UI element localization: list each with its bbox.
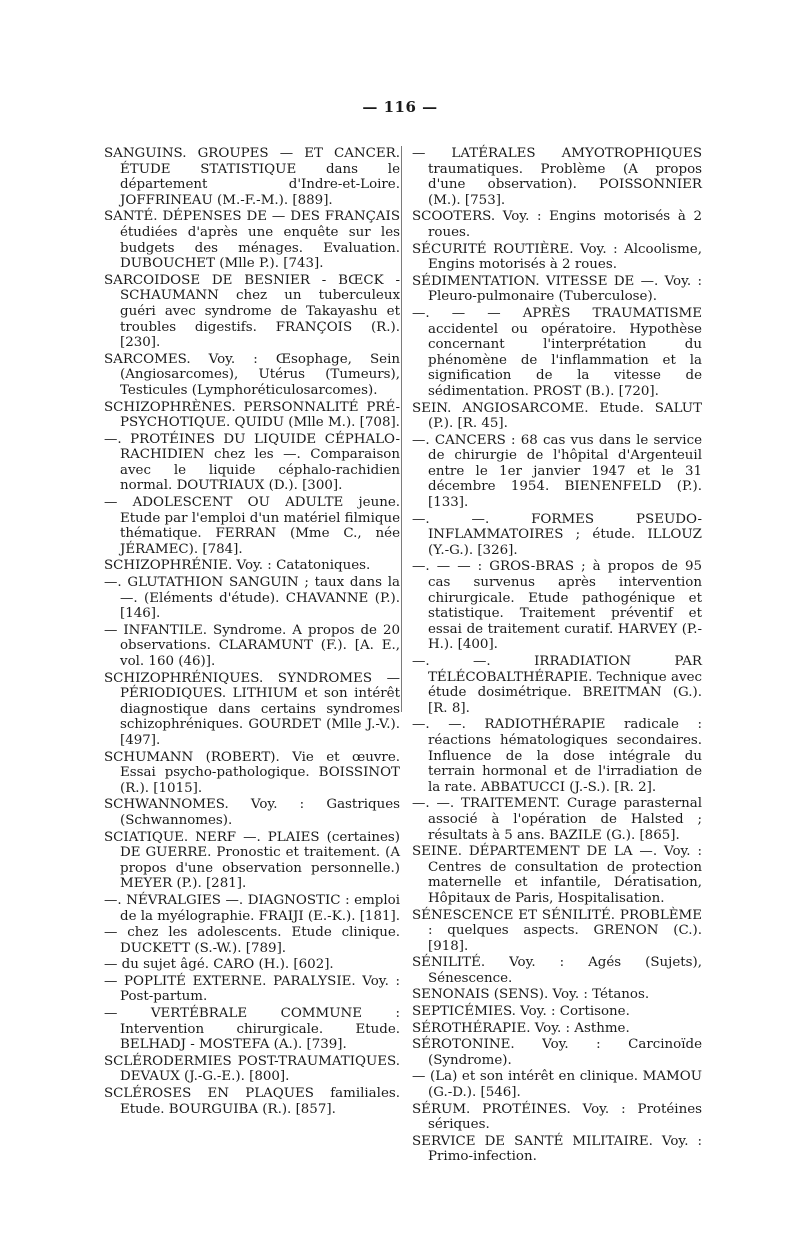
index-entry: SÉCURITÉ ROUTIÈRE. Voy. : Alcoolisme, Engins motorisés à 2 roues. xyxy=(412,241,702,273)
index-entry: SCIATIQUE. NERF —. PLAIES (certaines) DE GUERRE. Pronostic et traitement. (A propos d'une observation personnelle.) MEYER (P.). [281]. xyxy=(104,829,400,892)
index-entry: — (La) et son intérêt en clinique. MAMOU (G.-D.). [546]. xyxy=(412,1069,702,1101)
column-divider xyxy=(401,146,402,712)
index-entry: SERVICE DE SANTÉ MILITAIRE. Voy. : Primo-infection. xyxy=(412,1133,702,1165)
index-entry: SCHUMANN (ROBERT). Vie et œuvre. Essai psycho-pathologique. BOISSINOT (R.). [1015]. xyxy=(104,749,400,796)
index-entry: —. PROTÉINES DU LIQUIDE CÉPHALO-RACHIDIEN chez les —. Comparaison avec le liquide céphalo-rachidien normal. DOUTRIAUX (D.). [300]. xyxy=(104,431,400,494)
index-entry: SCLÉRODERMIES POST-TRAUMATIQUES. DEVAUX (J.-G.-E.). [800]. xyxy=(104,1053,400,1085)
index-entry: — VERTÉBRALE COMMUNE : Intervention chirurgicale. Etude. BELHADJ - MOSTEFA (A.). [739]. xyxy=(104,1006,400,1053)
index-entry: —. CANCERS : 68 cas vus dans le service de chirurgie de l'hôpital d'Argenteuil entre le 1er janvier 1947 et le 31 décembre 1954. BIENENFELD (P.). [133]. xyxy=(412,432,702,511)
index-entry: SÉROTONINE. Voy. : Carcinoïde (Syndrome). xyxy=(412,1037,702,1068)
right-column xyxy=(412,146,702,1166)
index-entry: SCHIZOPHRÈNES. PERSONNALITÉ PRÉ-PSYCHOTIQUE. QUIDU (Mlle M.). [708]. xyxy=(104,399,400,431)
index-entry: —. GLUTATHION SANGUIN ; taux dans la —. (Eléments d'étude). CHAVANNE (P.). [146]. xyxy=(104,575,400,622)
index-entry: — ADOLESCENT OU ADULTE jeune. Etude par l'emploi d'un matériel filmique thématique. FERRAN (Mme C., née JÉRAMEC). [784]. xyxy=(104,495,400,557)
index-entry: SEINE. DÉPARTEMENT DE LA —. Voy. : Centres de consultation de protection maternelle et infantile, Dératisation, Hôpitaux de Paris, Hospitalisation. xyxy=(412,844,702,906)
index-entry: SÉROTHÉRAPIE. Voy. : Asthme. xyxy=(412,1020,630,1036)
index-entry: — LATÉRALES AMYOTROPHIQUES traumatiques. Problème (A propos d'une observation). POISSONNIER (M.). [753]. xyxy=(412,146,702,208)
index-entry: —. — — APRÈS TRAUMATISME accidentel ou opératoire. Hypothèse concernant l'interprétation du phénomène de l'inflammation et la signification de la vitesse de sédimentation. PROST (B.). [720]. xyxy=(412,305,702,399)
index-entry: —. —. RADIOTHÉRAPIE radicale : réactions hématologiques secondaires. Influence de la dose intégrale du terrain hormonal et de l'irradiation de la rate. ABBATUCCI (J.-S.). [R. 2]. xyxy=(412,717,702,795)
index-entry: —. —. FORMES PSEUDO-INFLAMMATOIRES ; étude. ILLOUZ (Y.-G.). [326]. xyxy=(412,511,702,558)
index-entry: SCLÉROSES EN PLAQUES familiales. Etude. BOURGUIBA (R.). [857]. xyxy=(104,1086,400,1117)
index-entry: SENONAIS (SENS). Voy. : Tétanos. xyxy=(412,987,650,1003)
index-entry: SCOOTERS. Voy. : Engins motorisés à 2 roues. xyxy=(412,209,702,240)
index-entry: SANGUINS. GROUPES — ET CANCER. ÉTUDE STATISTIQUE dans le département d'Indre-et-Loire. JOFFRINEAU (M.-F.-M.). [889]. xyxy=(104,146,400,208)
index-entry: SÉDIMENTATION. VITESSE DE —. Voy. : Pleuro-pulmonaire (Tuberculose). xyxy=(412,273,702,305)
index-entry: SANTÉ. DÉPENSES DE — DES FRANÇAIS étudiées d'après une enquête sur les budgets des ménages. Evaluation. DUBOUCHET (Mlle P.). [743]. xyxy=(104,209,400,272)
index-entry: SÉRUM. PROTÉINES. Voy. : Protéines sériques. xyxy=(412,1101,702,1133)
index-entry: SCHIZOPHRÉNIQUES. SYNDROMES — PÉRIODIQUES. LITHIUM et son intérêt diagnostique dans certains syndromes schizophréniques. GOURDET (Mlle J.-V.). [497]. xyxy=(104,670,400,748)
left-column xyxy=(104,146,400,1118)
index-entry: SEPTICÉMIES. Voy. : Cortisone. xyxy=(412,1004,630,1020)
index-entry: — chez les adolescents. Etude clinique. DUCKETT (S.-W.). [789]. xyxy=(104,925,400,956)
index-entry: —. —. TRAITEMENT. Curage parasternal associé à l'opération de Halsted ; résultats à 5 ans. BAZILE (G.). [865]. xyxy=(412,796,702,843)
index-entry: — du sujet âgé. CARO (H.). [602]. xyxy=(104,957,334,973)
index-entry: —. —. IRRADIATION PAR TÉLÉCOBALTHÉRAPIE. Technique avec étude dosimétrique. BREITMAN (G.). [R. 8]. xyxy=(412,654,702,716)
index-entry: SARCOIDOSE DE BESNIER - BŒCK - SCHAUMANN chez un tuberculeux guéri avec syndrome de Takayashu et troubles digestifs. FRANÇOIS (R.). [230]. xyxy=(104,272,400,351)
page-number: — 116 — xyxy=(362,98,438,116)
index-entry: SCHWANNOMES. Voy. : Gastriques (Schwannomes). xyxy=(104,797,400,828)
index-entry: SARCOMES. Voy. : Œsophage, Sein (Angiosarcomes), Utérus (Tumeurs), Testicules (Lymphoréticulosarcomes). xyxy=(104,351,400,398)
index-entry: — INFANTILE. Syndrome. A propos de 20 observations. CLARAMUNT (F.). [A. E., vol. 160 (46)]. xyxy=(104,622,400,669)
index-entry: SEIN. ANGIOSARCOME. Etude. SALUT (P.). [R. 45]. xyxy=(412,400,702,432)
index-entry: SCHIZOPHRÉNIE. Voy. : Catatoniques. xyxy=(104,558,371,574)
index-entry: SÉNILITÉ. Voy. : Agés (Sujets), Sénescence. xyxy=(412,955,702,986)
index-entry: SÉNESCENCE ET SÉNILITÉ. PROBLÈME : quelques aspects. GRENON (C.). [918]. xyxy=(412,907,702,954)
index-entry: — POPLITÉ EXTERNE. PARALYSIE. Voy. : Post-partum. xyxy=(104,973,400,1005)
index-entry: —. NÉVRALGIES —. DIAGNOSTIC : emploi de la myélographie. FRAIJI (E.-K.). [181]. xyxy=(104,892,400,924)
index-entry: —. — — : GROS-BRAS ; à propos de 95 cas survenus après intervention chirurgicale. Etude pathogénique et statistique. Traitement préventif et essai de traitement curatif. HARVEY (P.-H.). [400]. xyxy=(412,559,702,653)
